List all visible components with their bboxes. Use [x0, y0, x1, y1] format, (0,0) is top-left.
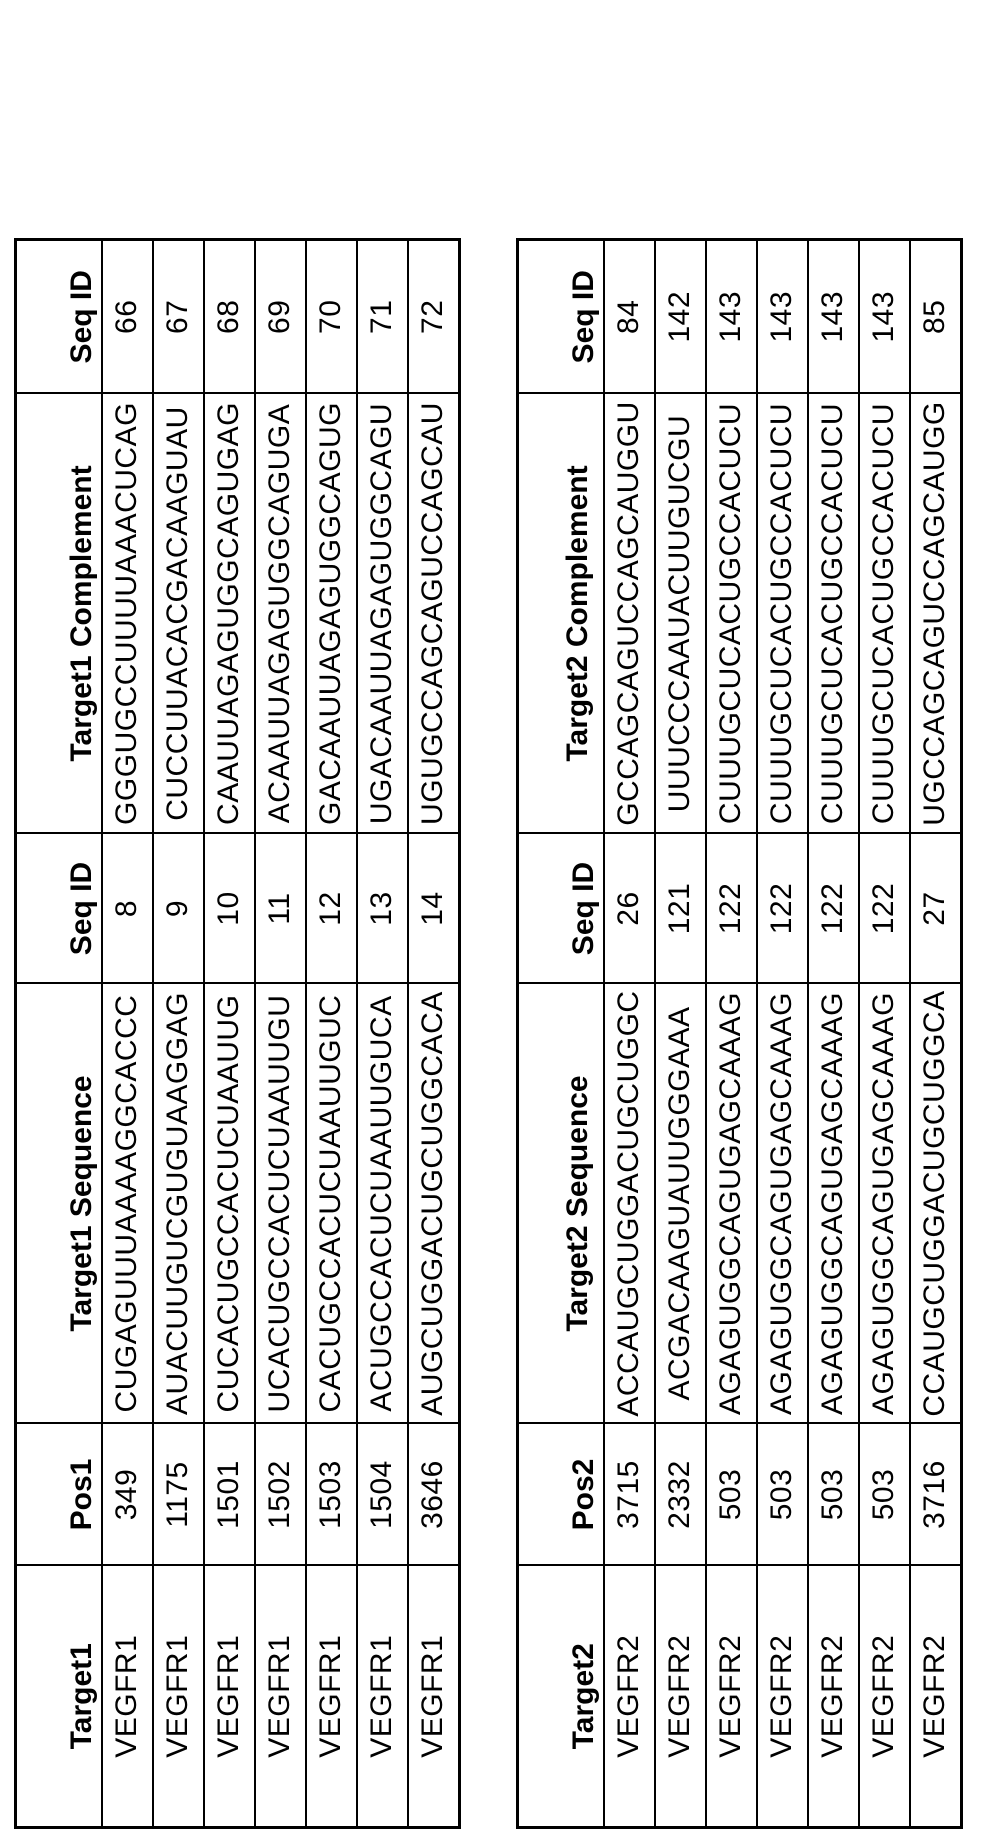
cell-target: VEGFR1	[255, 1566, 306, 1828]
header-target1-sequence: Target1 Sequence	[16, 984, 102, 1424]
cell-complement-seq-id: 70	[306, 240, 357, 394]
cell-complement: UGUGCCAGCAGUCCAGCAU	[408, 394, 460, 834]
table-row	[357, 240, 408, 1828]
cell-pos: 1503	[306, 1424, 357, 1566]
cell-sequence: AGAGUGGCAGUGAGCAAAG	[706, 984, 757, 1424]
table-row	[604, 240, 655, 1828]
cell-pos: 2332	[655, 1424, 706, 1566]
cell-complement-seq-id: 143	[757, 240, 808, 394]
cell-target: VEGFR2	[706, 1566, 757, 1828]
cell-seq-id: 122	[757, 834, 808, 984]
table-row	[859, 240, 910, 1828]
cell-seq-id: 27	[910, 834, 962, 984]
cell-complement-seq-id: 67	[153, 240, 204, 394]
header-target1-complement: Target1 Complement	[16, 394, 102, 834]
cell-pos: 3715	[604, 1424, 655, 1566]
cell-sequence: AUACUUGUCGUGUAAGGAG	[153, 984, 204, 1424]
cell-sequence: CACUGCCACUCUAAUUGUC	[306, 984, 357, 1424]
cell-target: VEGFR1	[357, 1566, 408, 1828]
cell-target: VEGFR1	[204, 1566, 255, 1828]
cell-pos: 349	[102, 1424, 153, 1566]
header-seq-id: Seq ID	[518, 834, 604, 984]
cell-complement-seq-id: 85	[910, 240, 962, 394]
cell-sequence: ACCAUGCUGGACUGCUGGC	[604, 984, 655, 1424]
cell-target: VEGFR2	[655, 1566, 706, 1828]
header-complement-seq-id: Seq ID	[518, 240, 604, 394]
cell-complement: CAAUUAGAGUGGCAGUGAG	[204, 394, 255, 834]
table-row	[408, 240, 460, 1828]
cell-target: VEGFR1	[306, 1566, 357, 1828]
table-row	[757, 240, 808, 1828]
cell-complement-seq-id: 71	[357, 240, 408, 394]
cell-sequence: AGAGUGGCAGUGAGCAAAG	[859, 984, 910, 1424]
cell-sequence: CCAUGCUGGACUGCUGGCA	[910, 984, 962, 1424]
cell-complement: GACAAUUAGAGUGGCAGUG	[306, 394, 357, 834]
cell-sequence: AUGCUGGACUGCUGGCACA	[408, 984, 460, 1424]
cell-seq-id: 121	[655, 834, 706, 984]
cell-complement: GGGUGCCUUUUAAACUCAG	[102, 394, 153, 834]
cell-target: VEGFR2	[808, 1566, 859, 1828]
cell-complement: UGCCAGCAGUCCAGCAUGG	[910, 394, 962, 834]
header-seq-id: Seq ID	[16, 834, 102, 984]
table-row	[153, 240, 204, 1828]
cell-pos: 1502	[255, 1424, 306, 1566]
cell-seq-id: 11	[255, 834, 306, 984]
table-row	[808, 240, 859, 1828]
cell-target: VEGFR2	[910, 1566, 962, 1828]
header-target2: Target2	[518, 1566, 604, 1828]
cell-complement: CUCCUUACACGACAAGUAU	[153, 394, 204, 834]
cell-complement: UUUCCCAAUACUUGUCGU	[655, 394, 706, 834]
cell-target: VEGFR1	[102, 1566, 153, 1828]
cell-seq-id: 122	[706, 834, 757, 984]
cell-sequence: ACUGCCACUCUAAUUGUCA	[357, 984, 408, 1424]
cell-sequence: ACGACAAGUAUUGGGAAA	[655, 984, 706, 1424]
vegfr1-sequence-table	[14, 238, 461, 1829]
cell-seq-id: 14	[408, 834, 460, 984]
table-header-row	[518, 240, 604, 1828]
cell-target: VEGFR2	[757, 1566, 808, 1828]
cell-complement-seq-id: 142	[655, 240, 706, 394]
cell-complement: CUUUGCUCACUGCCACUCU	[808, 394, 859, 834]
cell-sequence: UCACUGCCACUCUAAUUGU	[255, 984, 306, 1424]
header-complement-seq-id: Seq ID	[16, 240, 102, 394]
cell-pos: 1175	[153, 1424, 204, 1566]
cell-seq-id: 10	[204, 834, 255, 984]
cell-complement-seq-id: 143	[859, 240, 910, 394]
cell-target: VEGFR2	[604, 1566, 655, 1828]
cell-complement-seq-id: 66	[102, 240, 153, 394]
table-row	[204, 240, 255, 1828]
table-header-row	[16, 240, 102, 1828]
cell-seq-id: 122	[808, 834, 859, 984]
cell-target: VEGFR2	[859, 1566, 910, 1828]
cell-pos: 503	[808, 1424, 859, 1566]
cell-sequence: AGAGUGGCAGUGAGCAAAG	[757, 984, 808, 1424]
header-pos1: Pos1	[16, 1424, 102, 1566]
cell-complement-seq-id: 143	[706, 240, 757, 394]
cell-complement-seq-id: 72	[408, 240, 460, 394]
cell-pos: 3646	[408, 1424, 460, 1566]
cell-seq-id: 12	[306, 834, 357, 984]
cell-complement-seq-id: 68	[204, 240, 255, 394]
table-row	[910, 240, 962, 1828]
cell-complement-seq-id: 69	[255, 240, 306, 394]
vegfr2-sequence-table	[516, 238, 963, 1829]
cell-pos: 1501	[204, 1424, 255, 1566]
table-row	[255, 240, 306, 1828]
cell-sequence: CUCACUGCCACUCUAAUUG	[204, 984, 255, 1424]
cell-complement: CUUUGCUCACUGCCACUCU	[757, 394, 808, 834]
cell-complement-seq-id: 84	[604, 240, 655, 394]
cell-sequence: CUGAGUUUAAAAGGCACCC	[102, 984, 153, 1424]
cell-sequence: AGAGUGGCAGUGAGCAAAG	[808, 984, 859, 1424]
table-row	[102, 240, 153, 1828]
cell-pos: 1504	[357, 1424, 408, 1566]
cell-pos: 503	[757, 1424, 808, 1566]
header-pos2: Pos2	[518, 1424, 604, 1566]
header-target2-sequence: Target2 Sequence	[518, 984, 604, 1424]
cell-seq-id: 26	[604, 834, 655, 984]
cell-complement: UGACAAUUAGAGUGGCAGU	[357, 394, 408, 834]
cell-complement: GCCAGCAGUCCAGCAUGGU	[604, 394, 655, 834]
cell-seq-id: 8	[102, 834, 153, 984]
table-row	[655, 240, 706, 1828]
cell-target: VEGFR1	[153, 1566, 204, 1828]
cell-complement: ACAAUUAGAGUGGCAGUGA	[255, 394, 306, 834]
cell-target: VEGFR1	[408, 1566, 460, 1828]
cell-seq-id: 122	[859, 834, 910, 984]
cell-pos: 503	[859, 1424, 910, 1566]
header-target2-complement: Target2 Complement	[518, 394, 604, 834]
cell-pos: 503	[706, 1424, 757, 1566]
cell-seq-id: 13	[357, 834, 408, 984]
cell-seq-id: 9	[153, 834, 204, 984]
header-target1: Target1	[16, 1566, 102, 1828]
cell-complement: CUUUGCUCACUGCCACUCU	[859, 394, 910, 834]
cell-complement: CUUUGCUCACUGCCACUCU	[706, 394, 757, 834]
table-row	[306, 240, 357, 1828]
cell-pos: 3716	[910, 1424, 962, 1566]
table-row	[706, 240, 757, 1828]
cell-complement-seq-id: 143	[808, 240, 859, 394]
